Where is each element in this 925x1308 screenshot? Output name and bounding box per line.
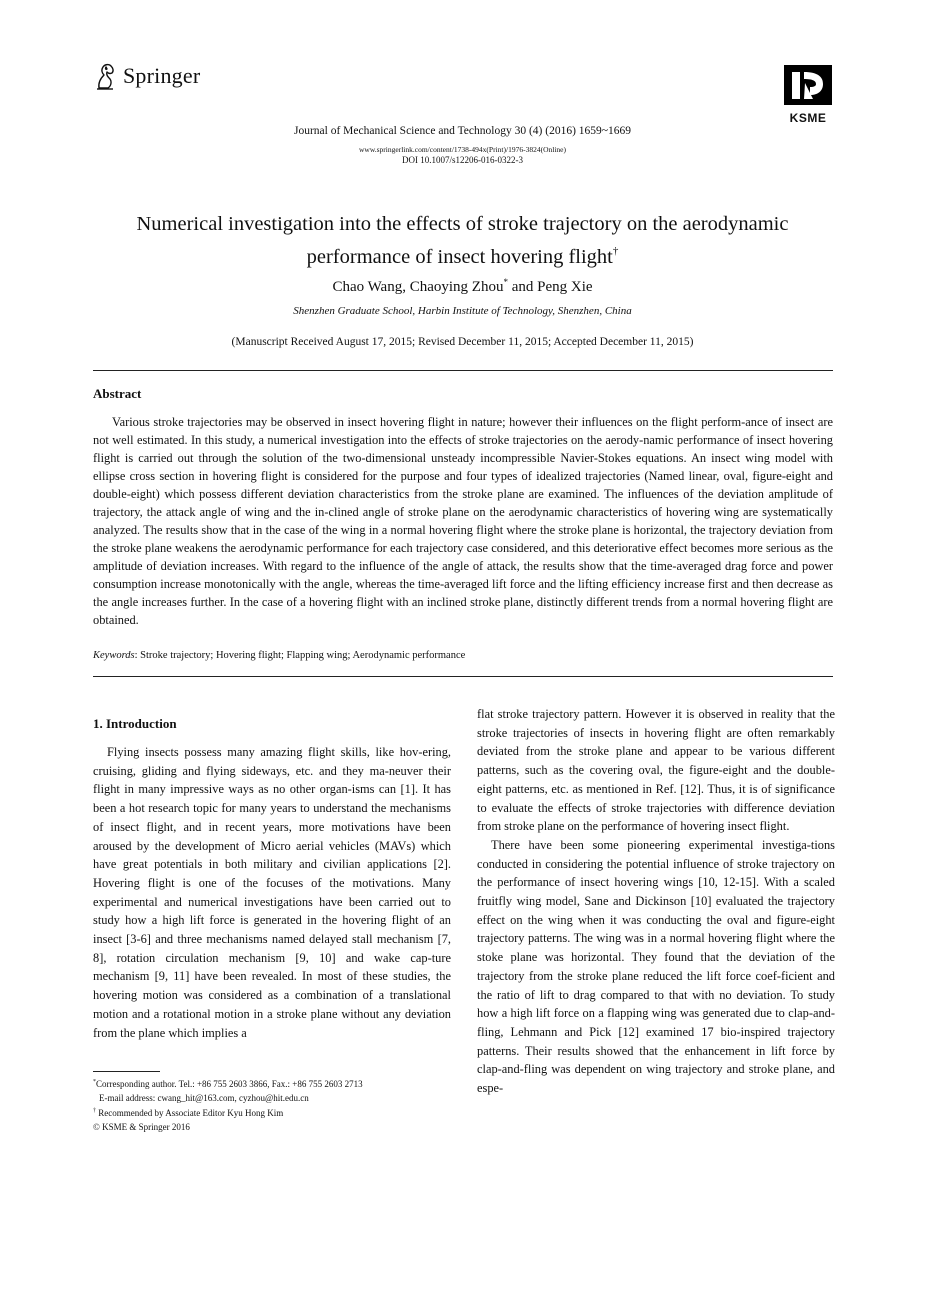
manuscript-dates: (Manuscript Received August 17, 2015; Revised December 11, 2015; Accepted December 11, 2015): [231, 336, 694, 348]
title-line-2: performance of insect hovering flight: [306, 246, 613, 268]
footnotes: [93, 1076, 453, 1134]
corresponding-author-mark: *: [503, 277, 508, 287]
top-divider: [93, 370, 833, 371]
intro-paragraph-2: There have been some pioneering experimental investiga-tions conducted in considering the potential influence of stroke trajectory on the performance of insect hovering wings [10, 12-15]. With a scaled fruitfly wing model, Sane and Dickinson [10] evaluated the trajectory effect on the wing when it was conducting the oval and figure-eight trajectory patterns. The wing was in a normal hovering flight where the stoke plane was horizontal. They found that the deviation of the trajectory from the stroke plane reduced the lift force coef-ficient and the ratio of lift to drag compared to that with no deviation. To study how a high lift force on a flapping wing was generated due to clap-and-fling, Lehmann and Pick [12] examined 17 bio-inspired trajectory patterns. Their results showed that the enhancement in lift force by clap-and-fling was dependent on wing trajectory and stroke plane, and espe-: [477, 837, 835, 1096]
ksme-emblem-icon: [783, 65, 833, 105]
article-title: [90, 211, 835, 271]
footnote-divider: [93, 1071, 160, 1072]
journal-url[interactable]: www.springerlink.com/content/1738-494x(Print)/1976-3824(Online): [359, 145, 566, 154]
footnote-recommended: † Recommended by Associate Editor Kyu Hong Kim: [93, 1108, 284, 1119]
intro-paragraph-1: Flying insects possess many amazing flight skills, like hov-ering, cruising, gliding and flying sideways, etc. and they ma-neuver their flight in many impressive ways as no other organ-isms can [1]. It has been a hot research topic for many years to understand the mechanisms of insect flight, and in recent years, more motivations have been aroused by the development of Micro aerial vehicles (MAVs) which have great potentials in both military and civilian applications [2]. Hovering flight is one of the focuses of the motivations. Many experimental and numerical investigations have been carried out to study how a high lift force is generated in the hovering flight of an insect [3-6] and three mechanisms named delayed stall mechanism [7, 8], rotation circulation mechanism [9, 10] and wake cap-ture mechanism [9, 11] have been revealed. In most of these studies, the hovering motion was considered as a combination of a translational motion and a rotational motion in a stroke plane without any deviation from the plane which implies a: [93, 745, 451, 1040]
journal-citation: Journal of Mechanical Science and Technology 30 (4) (2016) 1659~1669: [293, 125, 631, 137]
keywords-list: : Stroke trajectory; Hovering flight; Flapping wing; Aerodynamic performance: [134, 650, 466, 661]
keywords-label: Keywords: [93, 650, 135, 661]
footnote-corresponding: *Corresponding author. Tel.: +86 755 2603 3866, Fax.: +86 755 2603 2713: [93, 1079, 363, 1089]
abstract-divider: [93, 676, 833, 677]
footnote-copyright: © KSME & Springer 2016: [93, 1121, 190, 1132]
springer-horse-icon: [95, 62, 117, 90]
section-heading-introduction: 1. Introduction: [93, 716, 177, 731]
abstract-text: Various stroke trajectories may be observed in insect hovering flight in nature; however their influences on the flight perform-ance of insect are not well estimated. In this study, a numerical investigation into the effects of stroke trajectories on the aerody-namic performance of insect hovering flight is carried out through the solution of the two-dimensional unsteady incompressible Navier-Stokes equations. An insect wing model with ellipse cross section in hovering flight is considered for the purpose and four types of idealized trajectories (Named linear, oval, figure-eight and double-eight) which possess different deviation characteristics from the stroke plane are examined. The influences of the deviation amplitude of trajectory, the attack angle of wing and the in-clined angle of stroke plane on the aerodynamic characteristics of hovering wing are systematically analyzed. The results show that in the case of the wing in a normal hovering flight where the stroke plane is horizontal, the trajectory deviation from the stroke plane weakens the aerodynamic performance for each trajectory case considered, and this deteriorative effect becomes more serious as the amplitude of deviation increases. With regard to the influence of the angle of attack, the results show that the time-averaged drag force and power consumption increase monotonically with the angle, whereas the time-averaged lift force and the lifting efficiency increase first and then decrease as the angle increases further. In the case of a hovering flight with an inclined stroke plane, distinctly different trends from a normal hovering flight are obtained.: [93, 415, 833, 627]
affiliation: Shenzhen Graduate School, Harbin Institute of Technology, Shenzhen, China: [293, 305, 632, 317]
springer-logo: [95, 62, 200, 90]
right-column: [477, 705, 835, 1098]
authors-part-1: Chao Wang, Chaoying Zhou: [332, 279, 504, 295]
authors-part-2: and Peng Xie: [507, 279, 593, 295]
keywords: [93, 650, 833, 661]
footnote-email: E-mail address: cwang_hit@163.com, cyzhou@hit.edu.cn: [99, 1092, 309, 1103]
springer-wordmark: Springer: [123, 63, 201, 88]
ksme-logo: [783, 65, 833, 125]
doi[interactable]: DOI 10.1007/s12206-016-0322-3: [402, 155, 523, 165]
title-footnote-mark: †: [612, 245, 619, 257]
left-column: [93, 743, 451, 1042]
ksme-wordmark: KSME: [789, 111, 827, 125]
abstract-heading: Abstract: [93, 386, 142, 401]
intro-paragraph-1-continued: flat stroke trajectory pattern. However it is observed in reality that the stroke trajectories of insects in hovering flight are often remarkably deviated from the stroke plane and appear to be various different patterns, such as the covering oval, the figure-eight and the double-eight patterns, etc. as mentioned in Ref. [12]. Thus, it is of significance to evaluate the effects of stroke trajectories with difference deviation from stroke plane on the performance of hovering insect flight.: [477, 707, 835, 834]
author-list: [0, 277, 925, 296]
title-line-1: Numerical investigation into the effects of stroke trajectory on the aerodynamic: [136, 213, 789, 235]
